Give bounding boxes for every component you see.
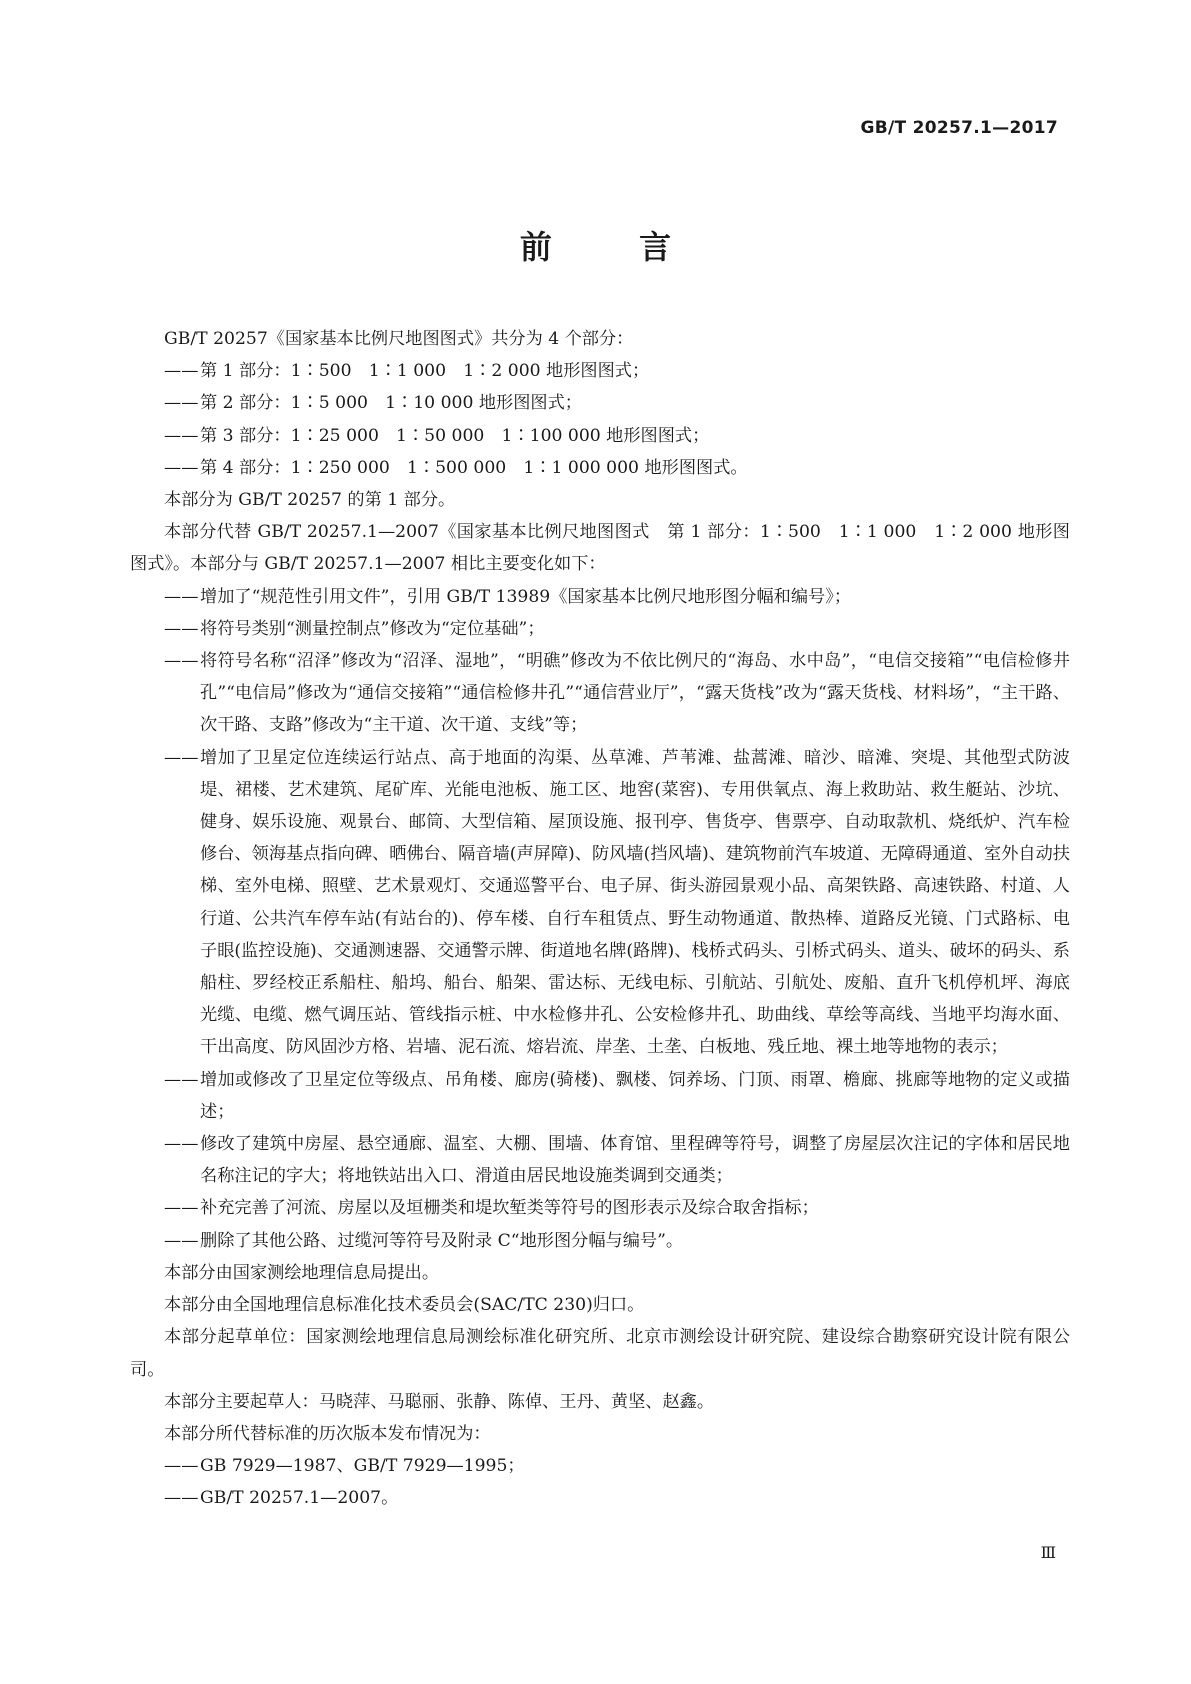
dash-mark: —— [164, 1134, 199, 1155]
page-number: Ⅲ [1040, 1543, 1056, 1562]
dash-mark: —— [164, 1198, 199, 1219]
drafters: 本部分主要起草人：马晓萍、马聪丽、张静、陈倬、王丹、黄坚、赵鑫。 [164, 1391, 715, 1412]
change-item: —— 将符号名称“沼泽”修改为“沼泽、湿地”，“明礁”修改为不依比例尺的“海岛、水中岛”，“电信交接箱”“电信检修井孔”“电信局”修改为“通信交接箱”“通信检修井孔”“通信营业厅”，“露天货栈”改为“露天货栈、材料场”，“主干路、次干路、支路”修改为“主干道、次干道、支线”等； [164, 645, 1070, 742]
change-item: —— 将符号类别“测量控制点”修改为“定位基础”； [164, 613, 1070, 645]
dash-mark: —— [164, 1456, 199, 1477]
history-item: —— GB 7929—1987、GB/T 7929—1995； [164, 1450, 1070, 1482]
dash-mark: —— [164, 425, 199, 446]
page-title: 前 言 [519, 228, 710, 266]
change-item: —— 增加了卫星定位连续运行站点、高于地面的沟渠、丛草滩、芦苇滩、盐蒿滩、暗沙、暗滩、突堤、其他型式防波堤、裙楼、艺术建筑、尾矿库、光能电池板、施工区、地窖(菜窖)、专用供氧点、海上救助站、救生艇站、沙坑、健身、娱乐设施、观景台、邮筒、大型信箱、屋顶设施、报刊亭、售货亭、售票亭、自动取款机、烧纸炉、汽车检修台、领海基点指向碑、晒佛台、隔音墙(声屏障)、防风墙(挡风墙)、建筑物前汽车坡道、无障碍通道、室外自动扶梯、室外电梯、照壁、艺术景观灯、交通巡警平台、电子屏、街头游园景观小品、高架铁路、高速铁路、村道、人行道、公共汽车停车站(有站台的)、停车楼、自行车租赁点、野生动物通道、散热棒、道路反光镜、门式路标、电子眼(监控设施)、交通测速器、交通警示牌、街道地名牌(路牌)、栈桥式码头、引桥式码头、道头、破坏的码头、系船柱、罗经校正系船柱、船坞、船台、船架、雷达标、无线电标、引航站、引航处、废船、直升飞机停机坪、海底光缆、电缆、燃气调压站、管线指示桩、中水检修井孔、公安检修井孔、助曲线、草绘等高线、当地平均海水面、干出高度、防风固沙方格、岩墙、泥石流、熔岩流、岸垄、土垄、白板地、残丘地、裸土地等地物的表示； [164, 742, 1070, 1064]
change-item: —— 增加了“规范性引用文件”，引用 GB/T 13989《国家基本比例尺地形图分幅和编号》； [164, 581, 1070, 613]
part-list-item: —— 第 4 部分：1∶250 000 1∶500 000 1∶1 000 000 地形图图式。 [164, 452, 1070, 484]
part-statement: 本部分为 GB/T 20257 的第 1 部分。 [164, 490, 456, 511]
dash-mark: —— [164, 747, 199, 768]
standard-number: GB/T 20257.1—2017 [860, 118, 1058, 138]
part-list-item: —— 第 3 部分：1∶25 000 1∶50 000 1∶100 000 地形图图式； [164, 420, 1070, 452]
proposer-statement: 本部分由国家测绘地理信息局提出。 [164, 1262, 440, 1283]
dash-mark: —— [164, 1069, 199, 1090]
history-item: —— GB/T 20257.1—2007。 [164, 1482, 1070, 1514]
change-item: —— 补充完善了河流、房屋以及垣栅类和堤坎堑类等符号的图形表示及综合取舍指标； [164, 1192, 1070, 1224]
dash-mark: —— [164, 618, 199, 639]
dash-mark: —— [164, 361, 199, 382]
dash-mark: —— [164, 586, 199, 607]
part-list-item: —— 第 2 部分：1∶5 000 1∶10 000 地形图图式； [164, 387, 1070, 419]
foreword-body [130, 323, 1070, 1515]
replacement-statement: 本部分代替 GB/T 20257.1—2007《国家基本比例尺地图图式 第 1 部分：1∶500 1∶1 000 1∶2 000 地形图图式》。本部分与 GB/T 20257.1—2007 相比主要变化如下： [130, 522, 1070, 575]
dash-mark: —— [164, 1230, 199, 1251]
change-item: —— 删除了其他公路、过缆河等符号及附录 C“地形图分幅与编号”。 [164, 1225, 1070, 1257]
dash-mark: —— [164, 651, 199, 672]
history-intro: 本部分所代替标准的历次版本发布情况为： [164, 1423, 491, 1444]
dash-mark: —— [164, 393, 199, 414]
intro-paragraph: GB/T 20257《国家基本比例尺地图图式》共分为 4 个部分： [164, 329, 634, 349]
drafting-units: 本部分起草单位：国家测绘地理信息局测绘标准化研究所、北京市测绘设计研究院、建设综合勘察研究设计院有限公司。 [130, 1327, 1070, 1380]
committee-statement: 本部分由全国地理信息标准化技术委员会(SAC/TC 230)归口。 [164, 1295, 645, 1316]
change-item: —— 修改了建筑中房屋、悬空通廊、温室、大棚、围墙、体育馆、里程碑等符号，调整了房屋层次注记的字体和居民地名称注记的字大；将地铁站出入口、滑道由居民地设施类调到交通类； [164, 1128, 1070, 1192]
dash-mark: —— [164, 1488, 199, 1509]
part-list-item: —— 第 1 部分：1∶500 1∶1 000 1∶2 000 地形图图式； [164, 355, 1070, 387]
dash-mark: —— [164, 457, 199, 478]
change-item: —— 增加或修改了卫星定位等级点、吊角楼、廊房(骑楼)、飘楼、饲养场、门顶、雨罩、檐廊、挑廊等地物的定义或描述； [164, 1064, 1070, 1128]
